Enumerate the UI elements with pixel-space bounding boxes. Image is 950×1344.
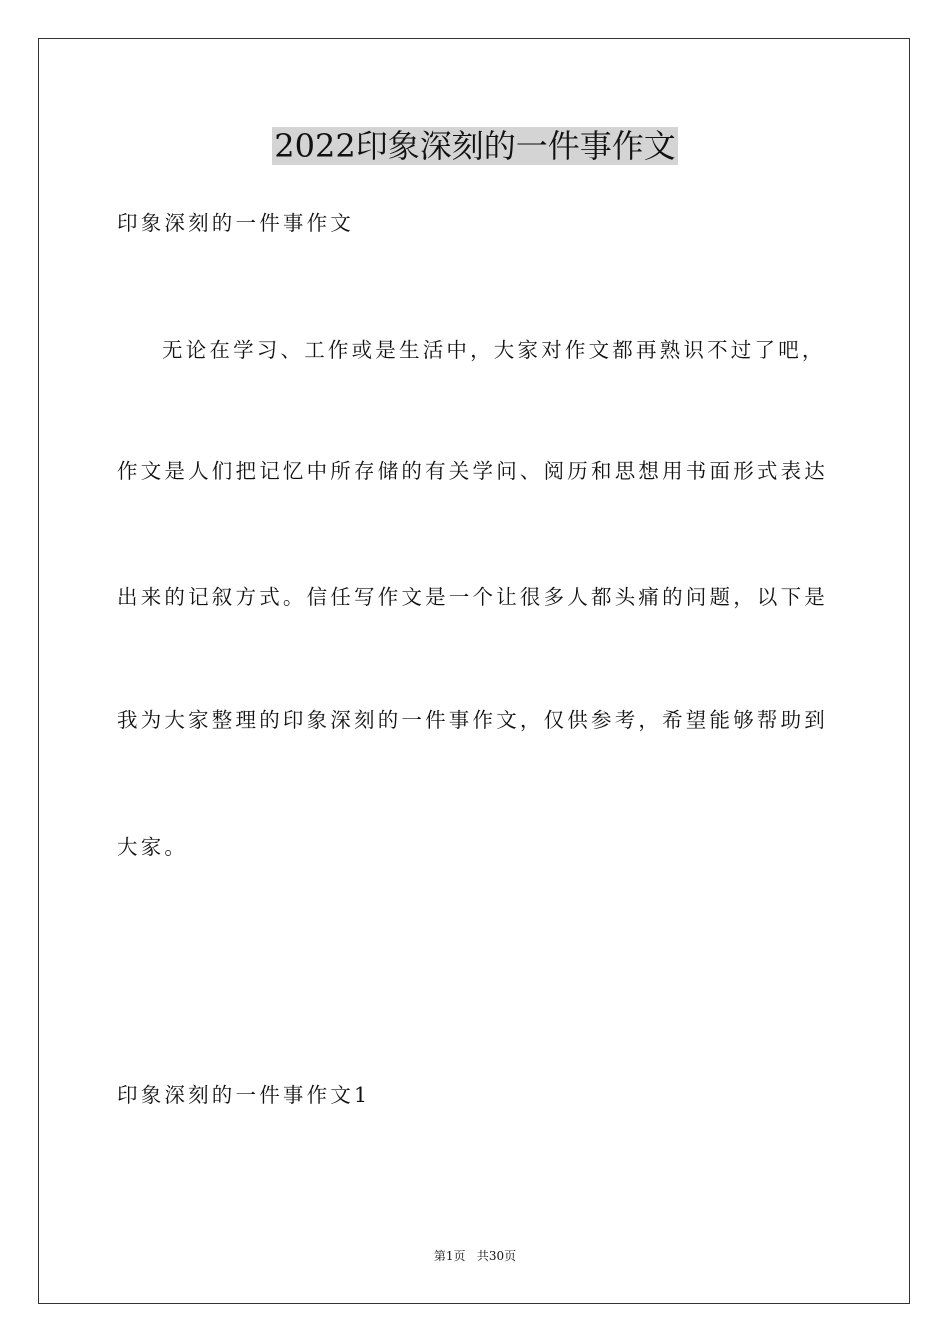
document-title-text: 2022印象深刻的一件事作文 bbox=[274, 127, 676, 165]
intro-line-5: 大家。 bbox=[117, 835, 189, 859]
document-title bbox=[0, 126, 950, 166]
document-subtitle: 印象深刻的一件事作文 bbox=[117, 211, 354, 235]
section-heading: 印象深刻的一件事作文1 bbox=[117, 1083, 371, 1107]
intro-line-2: 作文是人们把记忆中所存储的有关学问、阅历和思想用书面形式表达 bbox=[117, 459, 828, 483]
intro-line-3: 出来的记叙方式。信任写作文是一个让很多人都头痛的问题，以下是 bbox=[117, 585, 828, 609]
page-footer: 第1页 共30页 bbox=[433, 1249, 517, 1263]
intro-line-4: 我为大家整理的印象深刻的一件事作文，仅供参考，希望能够帮助到 bbox=[117, 708, 828, 732]
intro-line-1: 无论在学习、工作或是生活中，大家对作文都再熟识不过了吧， bbox=[162, 338, 826, 362]
